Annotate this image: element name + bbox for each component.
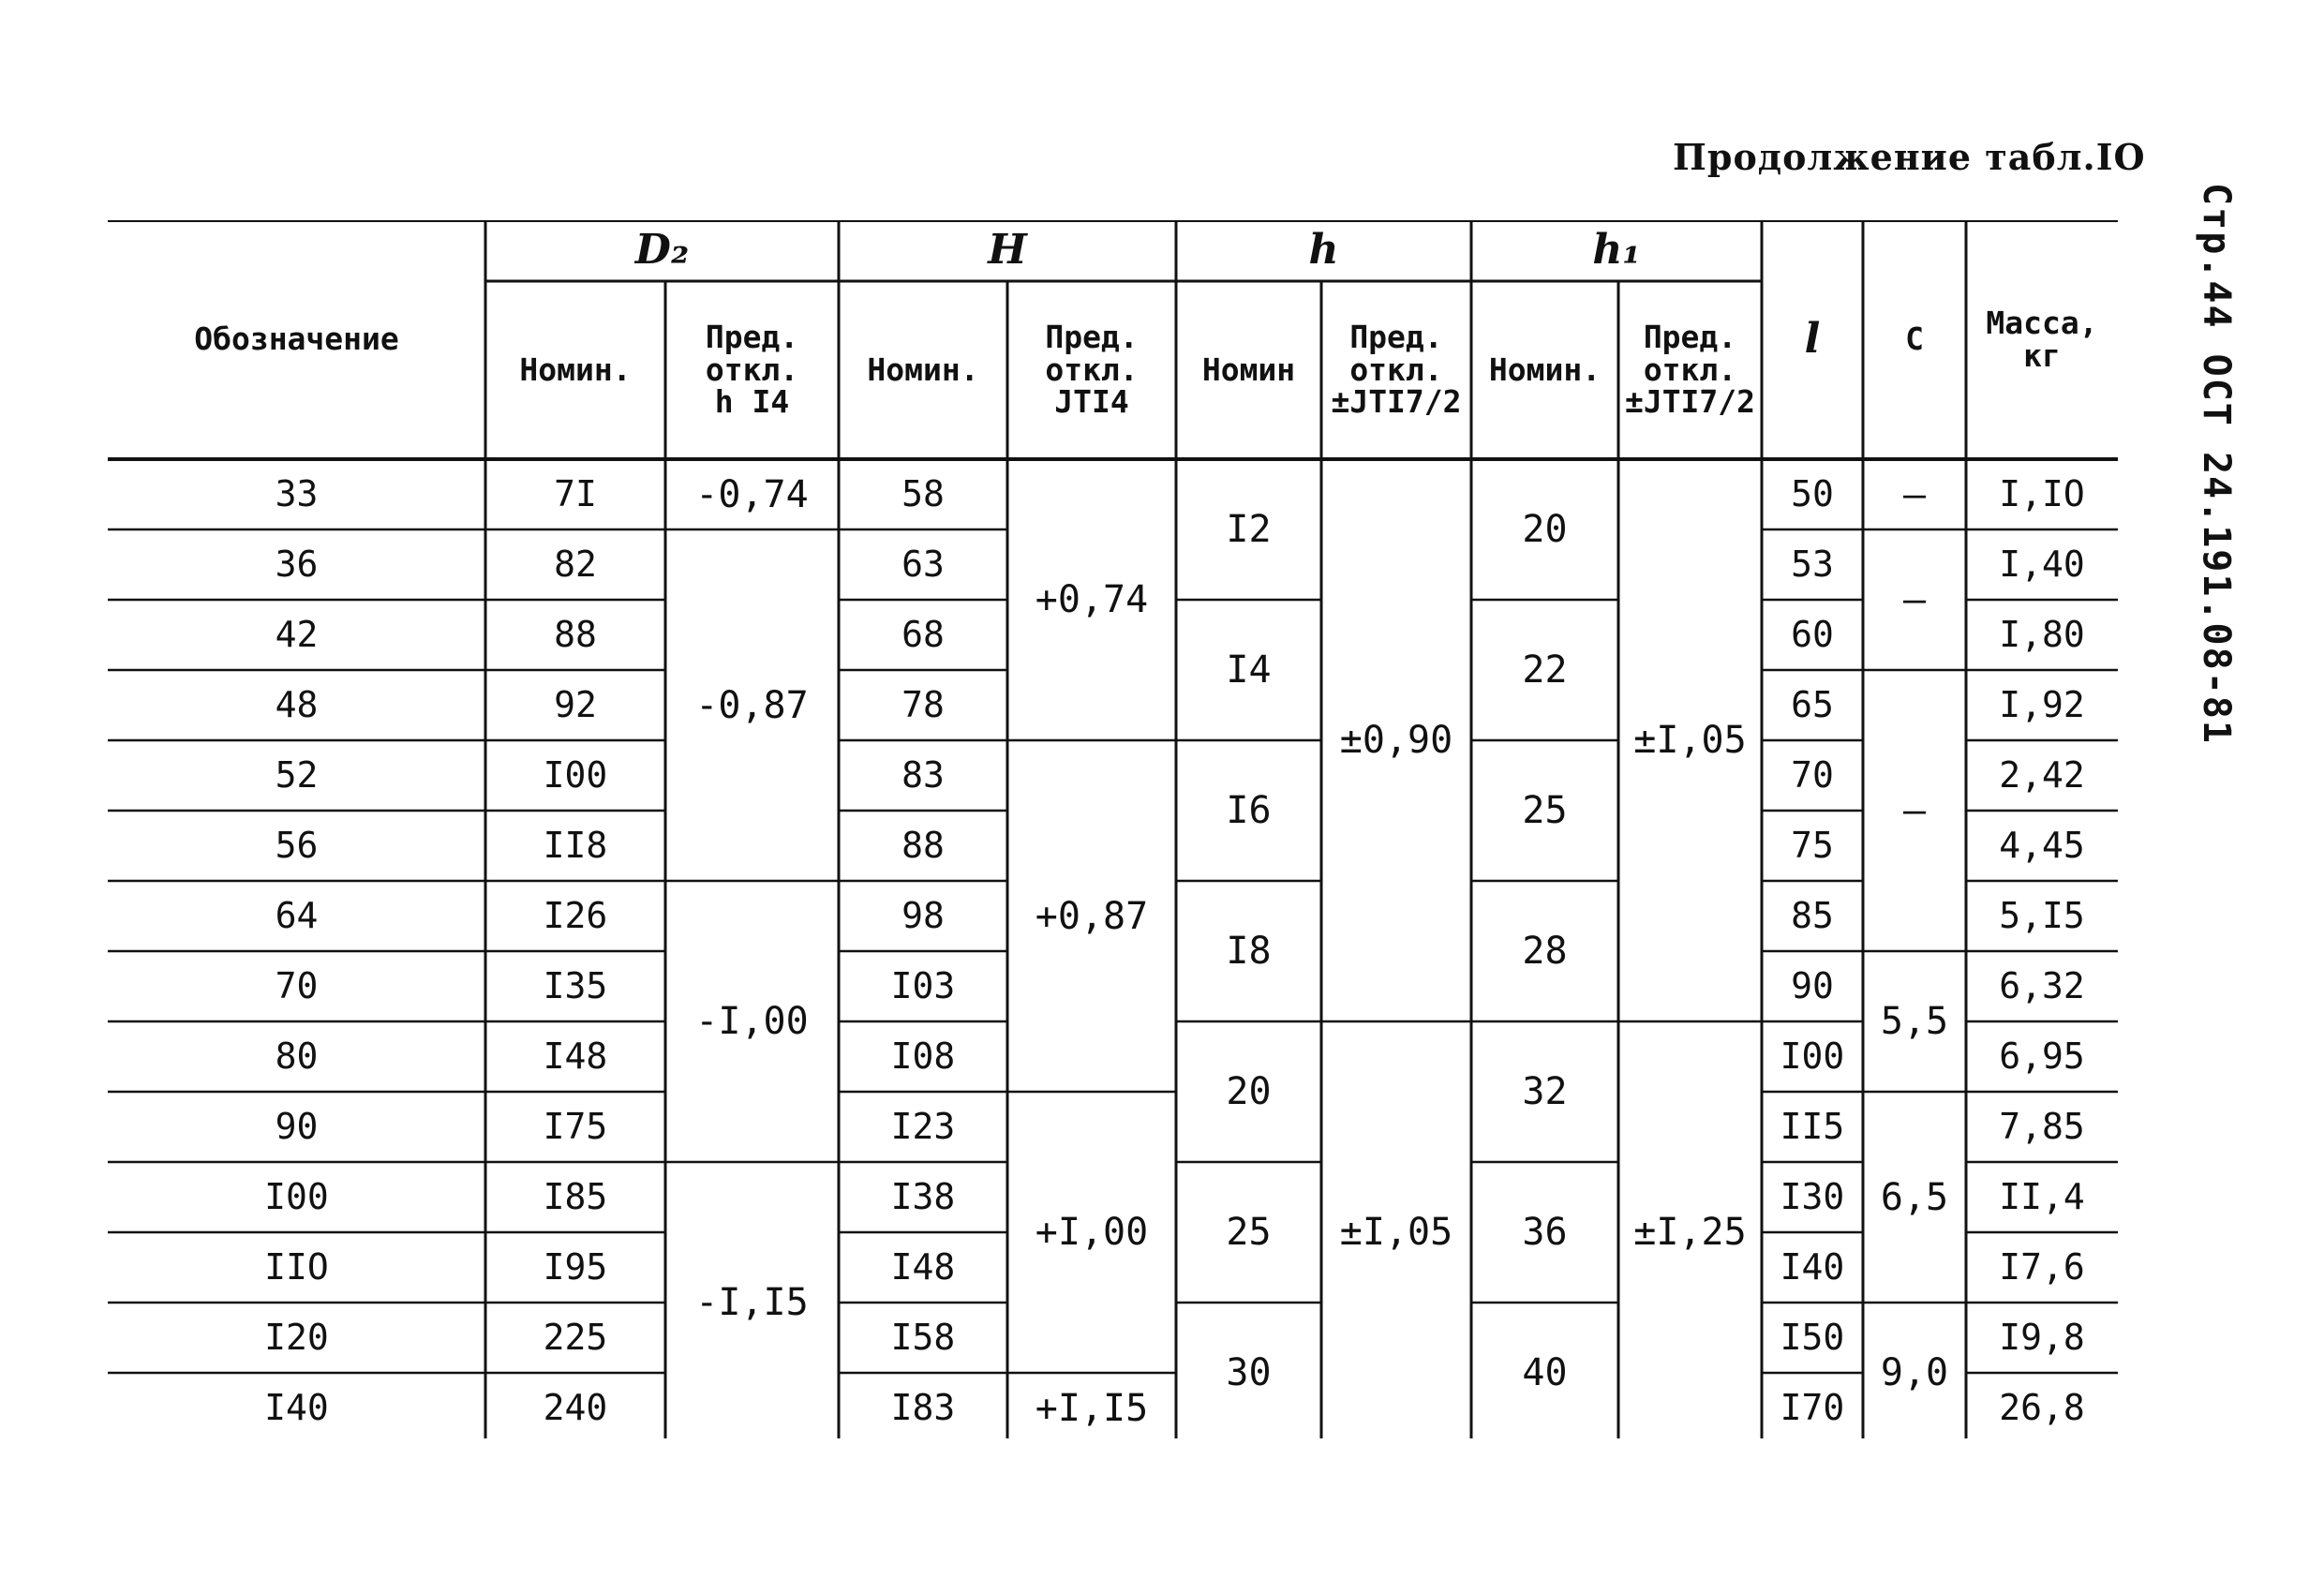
cell-small-h-nominal: 30 [1226, 1351, 1272, 1394]
header-tolerance: Пред. откл. ±JTI7/2 [1624, 319, 1756, 421]
cell-h-nominal: 83 [901, 753, 945, 796]
cell-c: – [1902, 578, 1927, 621]
cell-d2-nominal: I85 [543, 1175, 608, 1217]
header-nominal: Номин [1201, 350, 1296, 388]
cell-h-tolerance: +I,00 [1035, 1211, 1149, 1254]
cell-length: 50 [1791, 472, 1834, 514]
cell-h-nominal: 98 [901, 894, 945, 936]
cell-mass: I,92 [1999, 683, 2085, 725]
header-nominal: Номин. [867, 350, 979, 388]
cell-designation: 33 [275, 472, 319, 514]
cell-small-h-nominal: I2 [1226, 508, 1272, 551]
cell-c: 6,5 [1880, 1175, 1949, 1219]
cell-mass: 5,I5 [1999, 894, 2085, 936]
cell-mass: 7,85 [1999, 1105, 2085, 1147]
cell-d2-nominal: I26 [543, 894, 608, 936]
cell-designation: IIO [264, 1245, 329, 1288]
cell-h-nominal: I58 [890, 1316, 956, 1358]
header-designation: Обозначение [194, 320, 399, 358]
dimension-table [108, 220, 2118, 1438]
cell-designation: 36 [275, 543, 319, 585]
cell-h-nominal: 63 [901, 543, 945, 585]
header-length: l [1804, 315, 1821, 364]
cell-mass: 26,8 [1999, 1386, 2085, 1428]
cell-designation: I40 [264, 1386, 329, 1428]
cell-length: 53 [1791, 543, 1834, 585]
cell-h1-nominal: 20 [1522, 508, 1568, 551]
cell-d2-nominal: I95 [543, 1245, 608, 1288]
cell-d2-tolerance: -I,I5 [695, 1281, 809, 1324]
cell-length: I70 [1780, 1386, 1845, 1428]
cell-h-nominal: 68 [901, 613, 945, 655]
cell-h-nominal: 58 [901, 472, 945, 514]
cell-h-nominal: I23 [890, 1105, 956, 1147]
header-tolerance: Пред. откл. ±JTI7/2 [1331, 319, 1462, 421]
cell-h-nominal: I08 [890, 1035, 956, 1077]
cell-mass: I7,6 [1999, 1245, 2085, 1288]
cell-d2-tolerance: -I,00 [695, 1000, 809, 1043]
cell-h1-tolerance: ±I,05 [1633, 719, 1747, 762]
cell-h-tolerance: +I,I5 [1035, 1386, 1149, 1430]
header-tolerance: Пред. откл. JTI4 [1045, 319, 1139, 421]
header-group-label: h [1308, 226, 1339, 275]
cell-designation: 80 [275, 1035, 319, 1077]
header-nominal: Номин. [1488, 350, 1601, 388]
cell-mass: I9,8 [1999, 1316, 2085, 1358]
cell-mass: 2,42 [1999, 753, 2085, 796]
cell-d2-nominal: 225 [543, 1316, 608, 1358]
cell-mass: I,40 [1999, 543, 2085, 585]
cell-h-nominal: I48 [890, 1245, 956, 1288]
cell-length: II5 [1780, 1105, 1845, 1147]
cell-h1-nominal: 25 [1522, 789, 1568, 832]
cell-mass: II,4 [1999, 1175, 2085, 1217]
cell-h1-nominal: 36 [1522, 1211, 1568, 1254]
cell-length: 75 [1791, 824, 1834, 866]
cell-h-nominal: 88 [901, 824, 945, 866]
cell-c: – [1902, 789, 1927, 832]
cell-d2-nominal: I75 [543, 1105, 608, 1147]
cell-designation: 64 [275, 894, 319, 936]
cell-small-h-tolerance: ±I,05 [1339, 1211, 1453, 1254]
cell-small-h-nominal: 25 [1226, 1211, 1272, 1254]
cell-d2-tolerance: -0,74 [695, 472, 809, 516]
header-c: C [1905, 320, 1924, 358]
cell-small-h-tolerance: ±0,90 [1339, 719, 1453, 762]
cell-d2-nominal: 240 [543, 1386, 608, 1428]
cell-small-h-nominal: I8 [1226, 930, 1272, 973]
cell-designation: 70 [275, 964, 319, 1006]
cell-designation: 56 [275, 824, 319, 866]
cell-length: 85 [1791, 894, 1834, 936]
header-group-label: H [988, 226, 1027, 275]
header-mass: Масса, кг [1986, 304, 2098, 374]
header-nominal: Номин. [519, 350, 632, 388]
page-side-label: Стр.44 ОСТ 24.191.08-81 [2195, 183, 2238, 745]
header-tolerance: Пред. откл. h I4 [705, 319, 799, 421]
cell-length: I40 [1780, 1245, 1845, 1288]
cell-d2-tolerance: -0,87 [695, 683, 809, 727]
cell-mass: 6,32 [1999, 964, 2085, 1006]
cell-mass: I,80 [1999, 613, 2085, 655]
header-group-label: h₁ [1592, 226, 1641, 275]
cell-h1-nominal: 32 [1522, 1070, 1568, 1113]
cell-mass: 6,95 [1999, 1035, 2085, 1077]
cell-h-nominal: I38 [890, 1175, 956, 1217]
cell-h-nominal: 78 [901, 683, 945, 725]
cell-small-h-nominal: 20 [1226, 1070, 1272, 1113]
cell-length: I00 [1780, 1035, 1845, 1077]
cell-d2-nominal: I48 [543, 1035, 608, 1077]
cell-d2-nominal: 92 [554, 683, 597, 725]
cell-h-nominal: I83 [890, 1386, 956, 1428]
cell-d2-nominal: I00 [543, 753, 608, 796]
cell-mass: 4,45 [1999, 824, 2085, 866]
cell-h-tolerance: +0,74 [1035, 578, 1149, 621]
cell-c: – [1902, 472, 1927, 516]
cell-small-h-nominal: I4 [1226, 648, 1272, 692]
cell-c: 9,0 [1880, 1351, 1949, 1394]
cell-designation: 52 [275, 753, 319, 796]
cell-designation: I20 [264, 1316, 329, 1358]
table-caption: Продолжение табл.IO [1673, 136, 2146, 178]
cell-h-nominal: I03 [890, 964, 956, 1006]
cell-d2-nominal: 82 [554, 543, 597, 585]
header-group-label: D₂ [634, 226, 690, 275]
cell-designation: I00 [264, 1175, 329, 1217]
cell-length: 60 [1791, 613, 1834, 655]
cell-length: 70 [1791, 753, 1834, 796]
cell-length: I30 [1780, 1175, 1845, 1217]
cell-h-tolerance: +0,87 [1035, 894, 1149, 938]
cell-h1-nominal: 40 [1522, 1351, 1568, 1394]
cell-mass: I,IO [1999, 472, 2085, 514]
cell-d2-nominal: II8 [543, 824, 608, 866]
cell-length: 65 [1791, 683, 1834, 725]
cell-h1-nominal: 22 [1522, 648, 1568, 692]
cell-c: 5,5 [1880, 1000, 1949, 1043]
cell-small-h-nominal: I6 [1226, 789, 1272, 832]
cell-h1-nominal: 28 [1522, 930, 1568, 973]
cell-d2-nominal: 88 [554, 613, 597, 655]
cell-length: I50 [1780, 1316, 1845, 1358]
cell-h1-tolerance: ±I,25 [1633, 1211, 1747, 1254]
cell-d2-nominal: I35 [543, 964, 608, 1006]
cell-d2-nominal: 7I [554, 472, 597, 514]
cell-designation: 90 [275, 1105, 319, 1147]
cell-designation: 42 [275, 613, 319, 655]
cell-length: 90 [1791, 964, 1834, 1006]
cell-designation: 48 [275, 683, 319, 725]
